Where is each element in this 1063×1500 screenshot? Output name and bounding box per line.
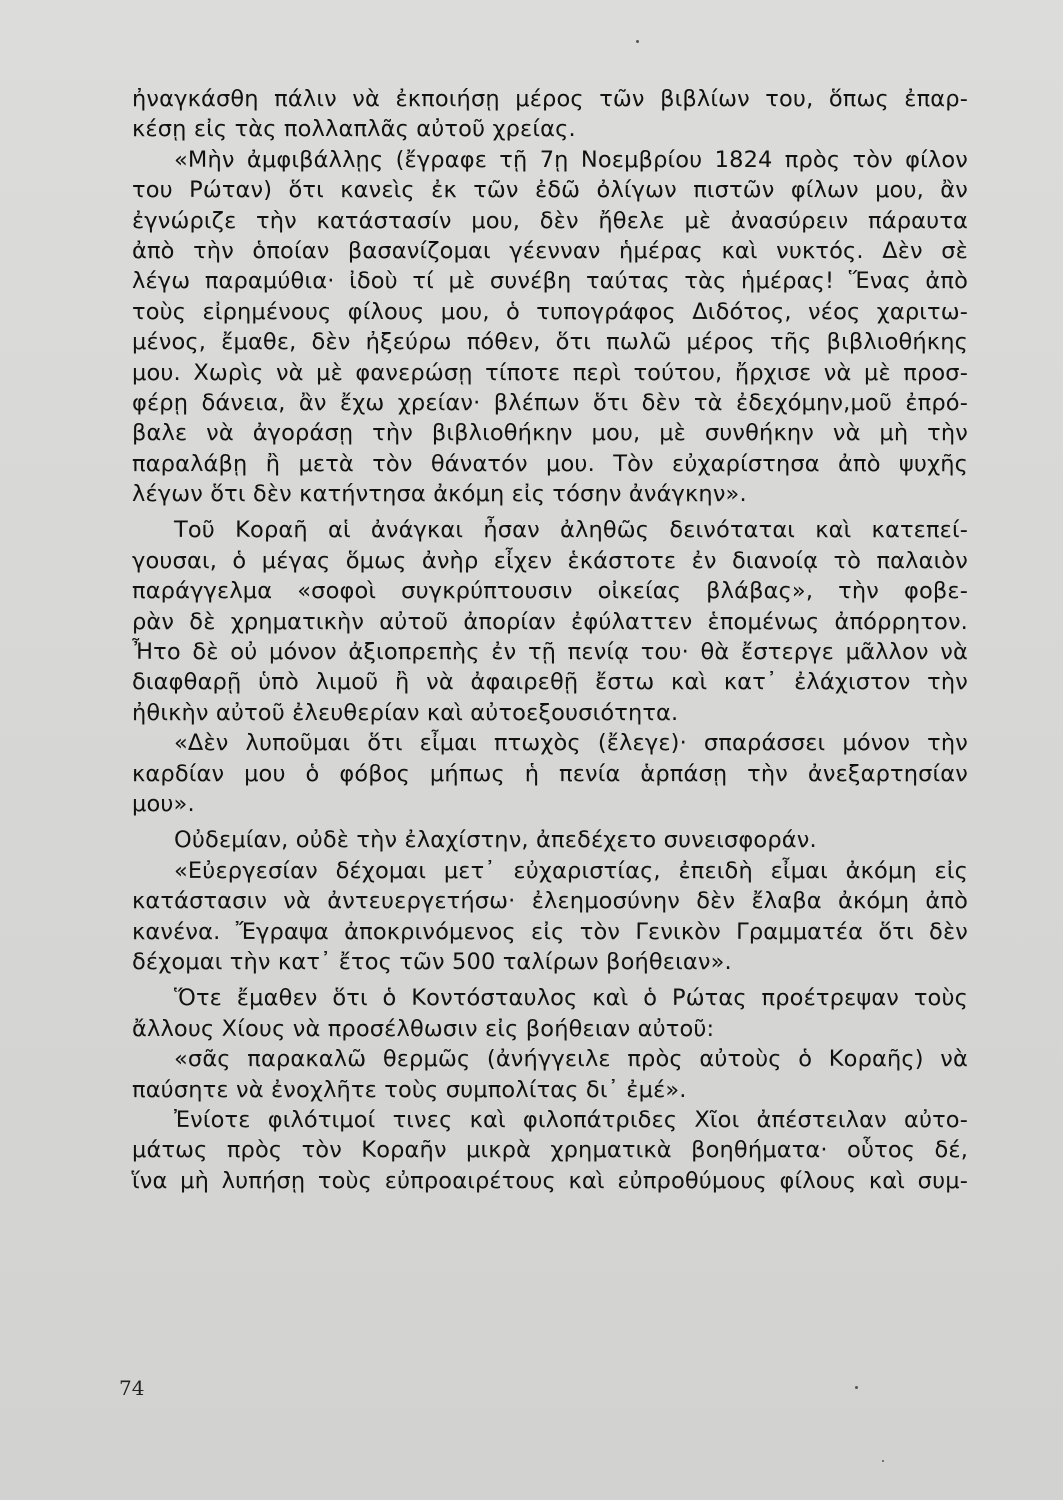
text-line: λέγων ὅτι δὲν κατήντησα ἀκόμη εἰς τόσην ἀνάγκην». [132, 481, 747, 508]
text-line: κανένα. Ἔγραψα ἀποκρινόμενος εἰς τὸν Γενικὸν Γραμματέα ὅτι δὲν [132, 918, 968, 945]
paper-speck [636, 40, 639, 43]
text-line: παράγγελμα «σοφοὶ συγκρύπτουσιν οἰκείας βλάβας», τὴν φοβε- [132, 578, 968, 605]
text-line: φέρῃ δάνεια, ἂν ἔχω χρείαν· βλέπων ὅτι δὲν τὰ ἐδεχόμην,μοῦ ἐπρό- [132, 389, 968, 416]
text-line: ἠθικὴν αὐτοῦ ἐλευθερίαν καὶ αὐτοεξουσιότητα. [132, 699, 679, 726]
text-line: δέχομαι τὴν κατ᾽ ἔτος τῶν 500 ταλίρων βοήθειαν». [132, 948, 732, 975]
text-line: ἀπὸ τὴν ὁποίαν βασανίζομαι γέενναν ἡμέρας καὶ νυκτός. Δὲν σὲ [132, 237, 968, 264]
paper-speck [855, 1386, 858, 1389]
text-line: ρὰν δὲ χρηματικὴν αὐτοῦ ἀπορίαν ἐφύλαττεν ἑπομένως ἀπόρρητον. [132, 608, 968, 635]
text-line: Ἐνίοτε φιλότιμοί τινες καὶ φιλοπάτριδες Χῖοι ἀπέστειλαν αὐτο- [174, 1106, 968, 1133]
text-line: παύσητε νὰ ἐνοχλῆτε τοὺς συμπολίτας δι᾽ ἐμέ». [132, 1076, 687, 1103]
text-line: τοὺς εἰρημένους φίλους μου, ὁ τυπογράφος Διδότος, νέος χαριτω- [132, 298, 968, 325]
text-line: βαλε νὰ ἀγοράσῃ τὴν βιβλιοθήκην μου, μὲ συνθήκην νὰ μὴ τὴν [132, 420, 968, 447]
text-line: «Εὐεργεσίαν δέχομαι μετ᾽ εὐχαριστίας, ἐπειδὴ εἶμαι ἀκόμη εἰς [174, 857, 968, 884]
text-line: κέσῃ εἰς τὰς πολλαπλᾶς αὐτοῦ χρείας. [132, 116, 576, 143]
text-line: «σᾶς παρακαλῶ θερμῶς (ἀνήγγειλε πρὸς αὐτοὺς ὁ Κοραῆς) νὰ [174, 1046, 968, 1073]
text-line: κατάστασιν νὰ ἀντευεργετήσω· ἐλεημοσύνην δὲν ἔλαβα ἀκόμη ἀπὸ [132, 888, 968, 915]
text-line: διαφθαρῇ ὑπὸ λιμοῦ ἢ νὰ ἀφαιρεθῇ ἔστω καὶ κατ᾽ ἐλάχιστον τὴν [132, 669, 968, 696]
text-line: «Μὴν ἀμφιβάλλῃς (ἔγραφε τῇ 7ῃ Νοεμβρίου 1824 πρὸς τὸν φίλον [174, 146, 968, 173]
text-line: Ἦτο δὲ οὐ μόνον ἀξιοπρεπὴς ἐν τῇ πενίᾳ του· θὰ ἔστεργε μᾶλλον νὰ [132, 639, 968, 666]
text-line: μου. Χωρὶς νὰ μὲ φανερώσῃ τίποτε περὶ τούτου, ἤρχισε νὰ μὲ προσ- [132, 359, 968, 386]
text-line: λέγω παραμύθια· ἰδοὺ τί μὲ συνέβη ταύτας τὰς ἡμέρας! Ἕνας ἀπὸ [132, 268, 968, 295]
page-number: 74 [119, 1376, 145, 1400]
paper-speck [882, 1460, 884, 1462]
text-line: ἄλλους Χίους νὰ προσέλθωσιν εἰς βοήθειαν αὐτοῦ: [132, 1015, 715, 1042]
text-line: γουσαι, ὁ μέγας ὅμως ἀνὴρ εἶχεν ἑκάστοτε ἐν διανοίᾳ τὸ παλαιὸν [132, 547, 968, 574]
body-text [132, 84, 968, 1196]
text-line: καρδίαν μου ὁ φόβος μήπως ἡ πενία ἁρπάσῃ τὴν ἀνεξαρτησίαν [132, 760, 968, 787]
text-line: ἐγνώριζε τὴν κατάστασίν μου, δὲν ἤθελε μὲ ἀνασύρειν πάραυτα [132, 207, 968, 234]
text-line: μάτως πρὸς τὸν Κοραῆν μικρὰ χρηματικὰ βοηθήματα· οὗτος δέ, [132, 1137, 968, 1164]
text-line: Τοῦ Κοραῆ αἱ ἀνάγκαι ἦσαν ἀληθῶς δεινόταται καὶ κατεπεί- [174, 517, 968, 544]
text-line: «Δὲν λυποῦμαι ὅτι εἶμαι πτωχὸς (ἔλεγε)· σπαράσσει μόνον τὴν [174, 730, 968, 757]
text-line: μένος, ἔμαθε, δὲν ἠξεύρω πόθεν, ὅτι πωλῶ μέρος τῆς βιβλιοθήκης [132, 329, 968, 356]
text-line: Ὅτε ἔμαθεν ὅτι ὁ Κοντόσταυλος καὶ ὁ Ρώτας προέτρεψαν τοὺς [174, 985, 968, 1012]
text-line: παραλάβῃ ἢ μετὰ τὸν θάνατόν μου. Τὸν εὐχαρίστησα ἀπὸ ψυχῆς [132, 450, 968, 477]
text-line: του Ρώταν) ὅτι κανεὶς ἐκ τῶν ἐδῶ ὀλίγων πιστῶν φίλων μου, ἂν [132, 177, 968, 204]
text-line: μου». [132, 790, 195, 817]
text-line: Οὐδεμίαν, οὐδὲ τὴν ἐλαχίστην, ἀπεδέχετο συνεισφοράν. [174, 827, 817, 854]
text-line: ἵνα μὴ λυπήσῃ τοὺς εὐπροαιρέτους καὶ εὐπροθύμους φίλους καὶ συμ- [132, 1167, 968, 1194]
text-line: ἠναγκάσθη πάλιν νὰ ἐκποιήσῃ μέρος τῶν βιβλίων του, ὅπως ἐπαρ- [132, 86, 968, 112]
